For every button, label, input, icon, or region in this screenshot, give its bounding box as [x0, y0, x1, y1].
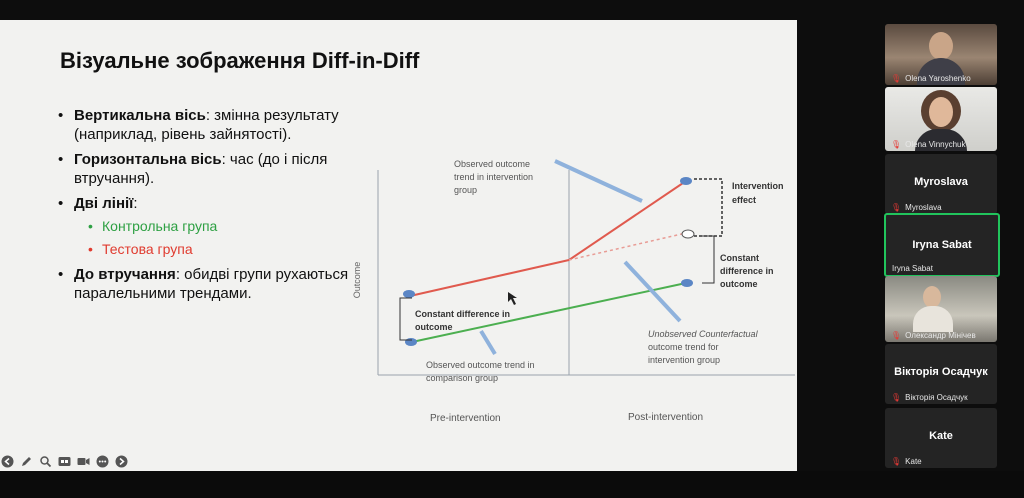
annotation-observed-intervention-2: trend in intervention [454, 172, 534, 182]
pen-icon[interactable] [19, 454, 34, 469]
participant-name: 🎙 Kate [891, 457, 922, 466]
annotation-observed-comparison-1: Observed outcome trend in [426, 360, 535, 370]
participant-display-name: Вікторія Осадчук [894, 366, 988, 378]
annotation-constant-post-2: difference in [720, 266, 774, 276]
post-difference-bracket [702, 236, 714, 283]
annotation-counterfactual-2: outcome trend for [648, 342, 719, 352]
participant-name: 🎙 Myroslava [891, 203, 942, 212]
annotation-effect-1: Intervention [732, 181, 784, 191]
group-sublist [88, 217, 351, 259]
annotation-constant-post-1: Constant [720, 253, 759, 263]
effect-bracket [694, 179, 722, 236]
mic-muted-icon: 🎙 [891, 457, 902, 466]
mic-muted-icon: 🎙 [891, 140, 902, 149]
participant-name: Iryna Sabat [892, 264, 933, 273]
bullet-horizontal-axis: • Горизонтальна вісь: час (до і після втручання). [56, 150, 351, 188]
captions-icon[interactable] [57, 454, 72, 469]
next-slide-icon[interactable] [114, 454, 129, 469]
top-bar [0, 0, 1024, 20]
participant-gallery [797, 20, 1024, 471]
annotation-effect-2: effect [732, 195, 757, 205]
participant-display-name: Kate [929, 430, 953, 442]
shared-slide [0, 20, 797, 471]
mic-muted-icon: 🎙 [891, 393, 902, 402]
participant-tile[interactable] [885, 408, 997, 468]
participant-tile[interactable] [885, 344, 997, 404]
participant-display-name: Myroslava [914, 176, 968, 188]
bullet-pre-intervention: • До втручання: обидві групи рухаються паралельними трендами. [56, 265, 351, 303]
more-options-icon[interactable] [95, 454, 110, 469]
arrow-observed-intervention [555, 161, 642, 201]
bullet-vertical-axis: • Вертикальна вісь: змінна результату (наприклад, рівень зайнятості). [56, 106, 351, 144]
counterfactual-line [569, 233, 686, 260]
mic-muted-icon: 🎙 [891, 331, 902, 340]
participant-tile[interactable] [885, 87, 997, 151]
participant-name: 🎙 Olena Vinnychuk [891, 140, 966, 149]
camera-icon[interactable] [76, 454, 91, 469]
annotation-observed-comparison-2: comparison group [426, 373, 499, 383]
previous-slide-icon[interactable] [0, 454, 15, 469]
mouse-cursor-icon [508, 292, 517, 305]
point-comparison-post [681, 279, 693, 287]
point-intervention-post [680, 177, 692, 185]
annotation-constant-post-3: outcome [720, 279, 758, 289]
person-shoulders [913, 306, 953, 332]
slide-toolbar [0, 452, 129, 470]
annotation-constant-pre-2: outcome [415, 322, 453, 332]
arrow-comparison [481, 331, 495, 354]
annotation-counterfactual-3: intervention group [648, 355, 721, 365]
post-intervention-label: Post-intervention [628, 412, 704, 423]
person-silhouette [923, 286, 941, 308]
sub-bullet-treatment: • Тестова група [88, 240, 351, 259]
point-intervention-pre [403, 290, 415, 298]
bottom-bar [0, 471, 1024, 498]
mic-muted-icon: 🎙 [891, 74, 902, 83]
sub-bullet-control: • Контрольна група [88, 217, 351, 236]
bullet-two-lines: • Дві лінії: • Контрольна група • Тестова група [56, 194, 351, 259]
person-face [929, 97, 953, 127]
participant-tile-active-speaker[interactable] [884, 213, 1000, 277]
bullet-list [56, 106, 351, 309]
diff-in-diff-diagram [340, 130, 795, 430]
annotation-observed-intervention-3: group [454, 185, 478, 195]
arrow-counterfactual [625, 262, 680, 321]
pre-difference-bracket [400, 298, 412, 340]
person-silhouette [929, 32, 953, 60]
y-axis-label: Outcome [352, 261, 362, 299]
annotation-constant-pre-1: Constant difference in [415, 309, 511, 319]
pre-intervention-label: Pre-intervention [430, 413, 501, 424]
participant-name: 🎙 Вікторія Осадчук [891, 393, 968, 402]
zoom-icon[interactable] [38, 454, 53, 469]
annotation-observed-intervention-1: Observed outcome [454, 159, 531, 169]
participant-tile[interactable] [885, 24, 997, 85]
participant-name: 🎙 Olena Yaroshenko [891, 74, 971, 83]
participant-display-name: Iryna Sabat [912, 239, 972, 251]
mic-muted-icon: 🎙 [891, 203, 902, 212]
point-counterfactual-post [682, 230, 694, 238]
intervention-line-pre [410, 260, 569, 296]
participant-tile[interactable] [885, 154, 997, 214]
annotation-counterfactual-1: Unobserved Counterfactual [648, 329, 758, 339]
point-comparison-pre [405, 338, 417, 346]
participant-tile[interactable] [885, 276, 997, 342]
slide-title: Візуальне зображення Diff-in-Diff [60, 48, 420, 73]
participant-name: 🎙 Олександр Мінічев [891, 331, 976, 340]
